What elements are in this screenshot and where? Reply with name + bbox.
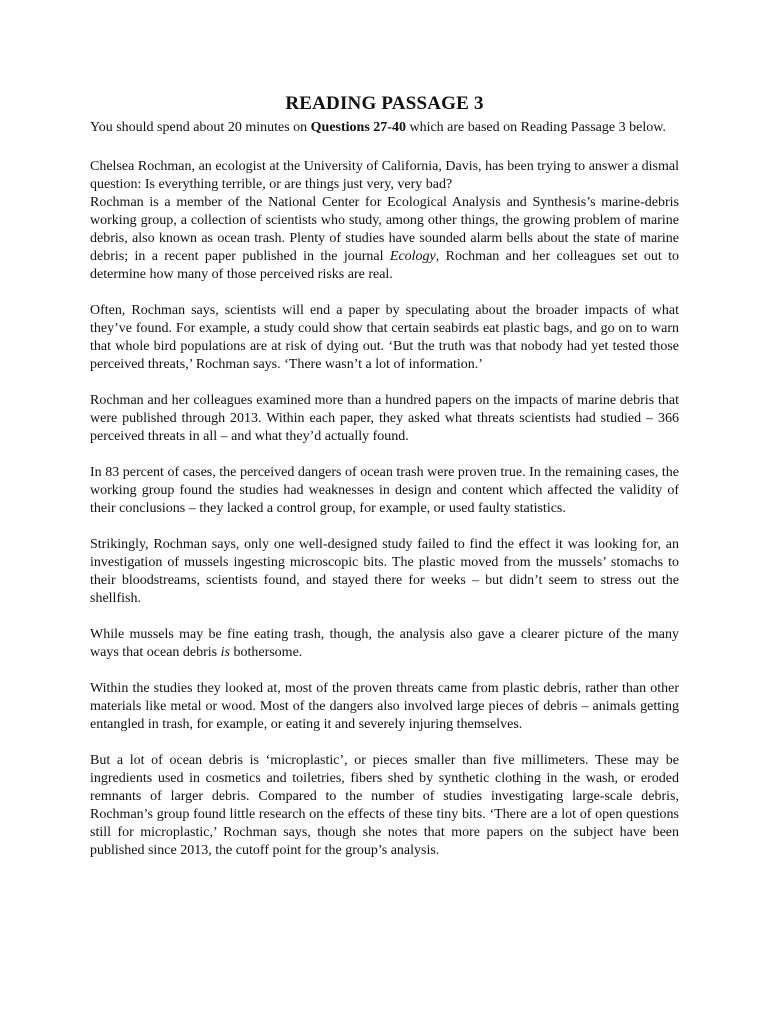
paragraph-2 xyxy=(90,194,679,284)
paragraph-7 xyxy=(90,626,679,662)
paragraph-7-text-end: bothersome. xyxy=(229,645,303,660)
instructions-text-start: You should spend about 20 minutes on xyxy=(90,120,311,135)
journal-name: Ecology xyxy=(389,249,436,264)
paragraph-1: Chelsea Rochman, an ecologist at the University of California, Davis, has been trying to answer a dismal question: Is everything terrible, or are things just very, very bad? xyxy=(90,159,679,192)
emphasis-is: is xyxy=(220,645,230,660)
paragraph-2-text-start: Rochman is a member of the National Center for Ecological Analysis and Synthesis’s marine-debris working group, a collection of scientists who study, among other things, the growing problem of marine debris, also known as ocean trash. Plenty of studies have sounded alarm bells about the state of marine debris; in a recent paper published in the journal xyxy=(90,195,679,264)
paragraph-8: Within the studies they looked at, most of the proven threats came from plastic debris, rather than other materials like metal or wood. Most of the dangers also involved large pieces of debris – animals getting entangled in trash, for example, or eating it and severely injuring themselves. xyxy=(90,681,679,732)
questions-range: Questions 27-40 xyxy=(310,120,406,135)
paragraph-4: Rochman and her colleagues examined more than a hundred papers on the impacts of marine debris that were published through 2013. Within each paper, they asked what threats scientists had studied – 366 perceived threats in all – and what they’d actually found. xyxy=(90,393,679,444)
paragraph-6: Strikingly, Rochman says, only one well-designed study failed to find the effect it was looking for, an investigation of mussels ingesting microscopic bits. The plastic moved from the mussels’ stomachs to their bloodstreams, scientists found, and stayed there for weeks – but didn’t seem to stress out the shellfish. xyxy=(90,537,679,606)
passage-title: READING PASSAGE 3 xyxy=(285,93,484,114)
paragraph-9: But a lot of ocean debris is ‘microplastic’, or pieces smaller than five millimeters. These may be ingredients used in cosmetics and toiletries, fibers shed by synthetic clothing in the wash, or eroded remnants of larger debris. Compared to the number of studies investigating large-scale debris, Rochman’s group found little research on the effects of these tiny bits. ‘There are a lot of open questions still for microplastic,’ Rochman says, though she notes that more papers on the subject have been published since 2013, the cutoff point for the group’s analysis. xyxy=(90,753,679,858)
paragraph-7-text-start: While mussels may be fine eating trash, though, the analysis also gave a clearer picture of the many ways that ocean debris xyxy=(90,627,679,660)
instructions xyxy=(90,118,679,138)
document-page xyxy=(90,92,679,878)
paragraph-5: In 83 percent of cases, the perceived dangers of ocean trash were proven true. In the remaining cases, the working group found the studies had weaknesses in design and content which affected the validity of their conclusions – they lacked a control group, for example, or used faulty statistics. xyxy=(90,465,679,516)
instructions-text-end: which are based on Reading Passage 3 below. xyxy=(405,120,666,135)
paragraph-3: Often, Rochman says, scientists will end a paper by speculating about the broader impacts of what they’ve found. For example, a study could show that certain seabirds eat plastic bags, and go on to warn that whole bird populations are at risk of dying out. ‘But the truth was that nobody had yet tested those perceived threats,’ Rochman says. ‘There wasn’t a lot of information.’ xyxy=(90,303,679,372)
paragraph-2-text-end: , Rochman and her colleagues set out to determine how many of those perceived risks are real. xyxy=(90,249,679,282)
